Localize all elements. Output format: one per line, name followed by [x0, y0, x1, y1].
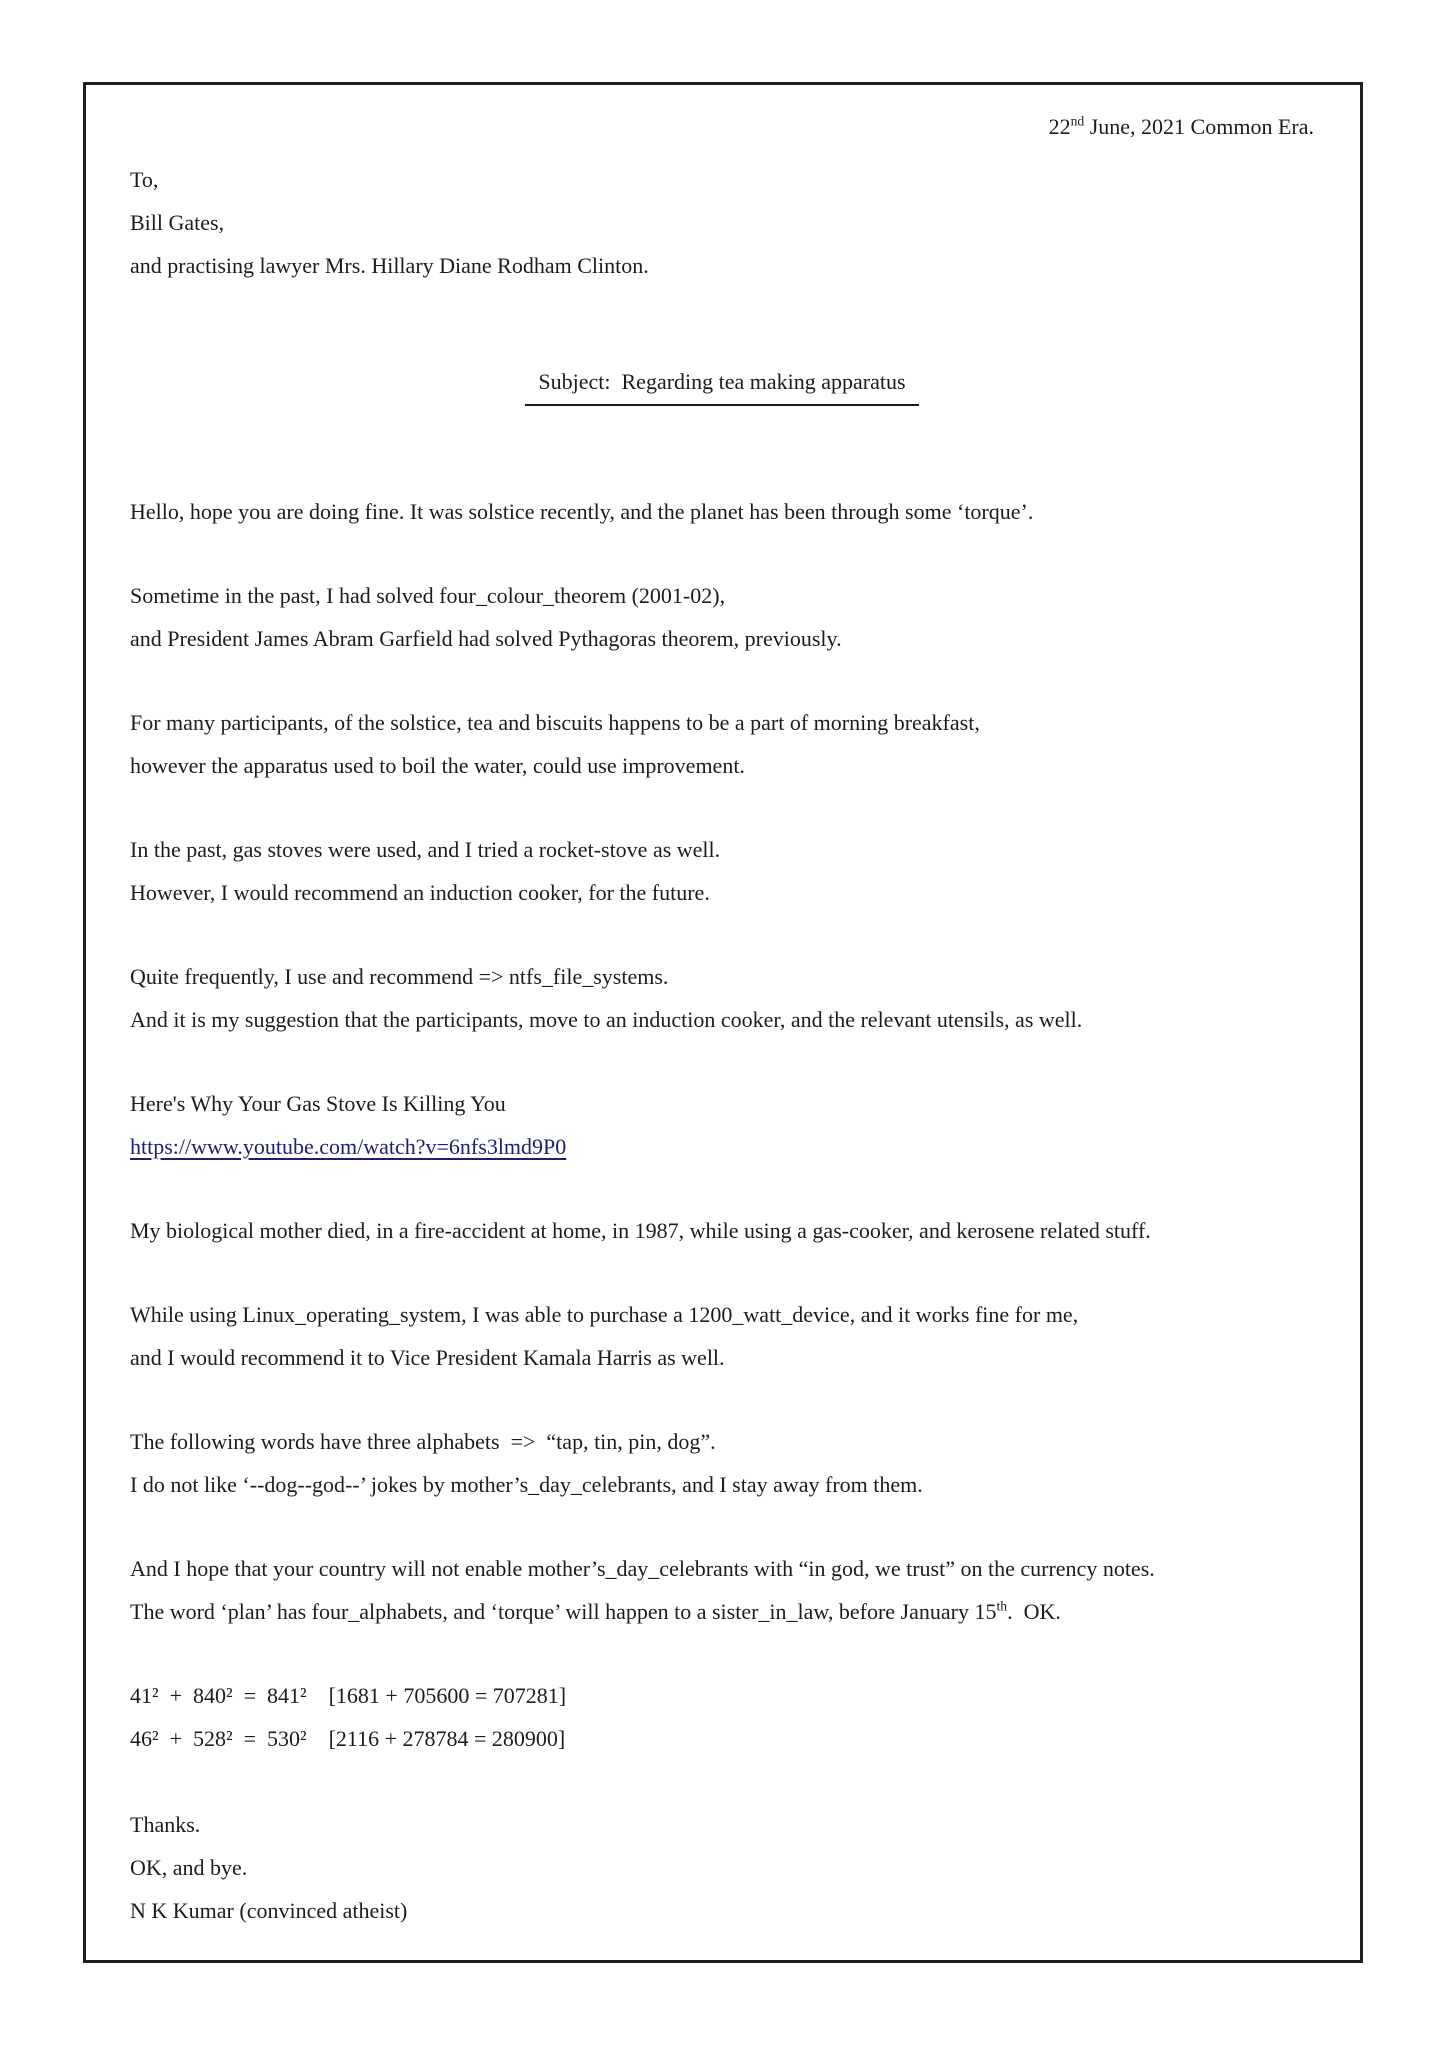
ordinal-suffix: th [996, 1598, 1008, 1614]
paragraph-currency [130, 1547, 1314, 1633]
body-line: Sometime in the past, I had solved four_colour_theorem (2001-02), [130, 583, 726, 608]
recipient-description: and practising lawyer Mrs. Hillary Diane Rodham Clinton. [130, 253, 649, 278]
line-suffix: . OK. [1007, 1599, 1061, 1624]
salutation-to: To, [130, 167, 159, 192]
body-line: My biological mother died, in a fire-accident at home, in 1987, while using a gas-cooker, and kerosene related stuff. [130, 1218, 1151, 1243]
subject-row [130, 360, 1314, 406]
closing-thanks: Thanks. [130, 1812, 201, 1837]
body-line-with-sup [130, 1590, 1314, 1633]
paragraph-breakfast [130, 701, 1314, 787]
recipient-block [130, 158, 1314, 287]
body-line: And I hope that your country will not enable mother’s_day_celebrants with “in god, we trust” on the currency notes. [130, 1556, 1155, 1581]
body-line: For many participants, of the solstice, tea and biscuits happens to be a part of morning breakfast, [130, 710, 980, 735]
paragraph-mother [130, 1209, 1314, 1252]
subject-line: Subject: Regarding tea making apparatus [525, 360, 919, 406]
paragraph-video [130, 1082, 1314, 1168]
recipient-name: Bill Gates, [130, 210, 225, 235]
body-line: I do not like ‘--dog--god--’ jokes by mother’s_day_celebrants, and I stay away from them. [130, 1472, 923, 1497]
letter-date [130, 105, 1314, 148]
body-line: The following words have three alphabets => “tap, tin, pin, dog”. [130, 1429, 716, 1454]
body-line: Hello, hope you are doing fine. It was solstice recently, and the planet has been through some ‘torque’. [130, 499, 1034, 524]
letter-border-frame [83, 82, 1363, 1963]
youtube-link[interactable]: https://www.youtube.com/watch?v=6nfs3lmd9P0 [130, 1134, 567, 1159]
closing-bye: OK, and bye. [130, 1855, 248, 1880]
paragraph-equations [130, 1674, 1314, 1760]
body-line: and I would recommend it to Vice President Kamala Harris as well. [130, 1345, 725, 1370]
body-line: however the apparatus used to boil the water, could use improvement. [130, 753, 745, 778]
paragraph-stoves [130, 828, 1314, 914]
body-line: And it is my suggestion that the participants, move to an induction cooker, and the relevant utensils, as well. [130, 1007, 1083, 1032]
equation-line: 41² + 840² = 841² [1681 + 705600 = 707281] [130, 1683, 567, 1708]
video-title: Here's Why Your Gas Stove Is Killing You [130, 1091, 506, 1116]
body-line: While using Linux_operating_system, I was able to purchase a 1200_watt_device, and it works fine for me, [130, 1302, 1079, 1327]
body-line: In the past, gas stoves were used, and I tried a rocket-stove as well. [130, 837, 721, 862]
paragraph-recommendation [130, 955, 1314, 1041]
date-ordinal-suffix: nd [1070, 113, 1085, 129]
paragraph-theorems [130, 574, 1314, 660]
paragraph-greeting [130, 490, 1314, 533]
paragraph-words [130, 1420, 1314, 1506]
signature: N K Kumar (convinced atheist) [130, 1898, 408, 1923]
body-line: and President James Abram Garfield had solved Pythagoras theorem, previously. [130, 626, 842, 651]
paragraph-linux [130, 1293, 1314, 1379]
body-line: Quite frequently, I use and recommend => ntfs_file_systems. [130, 964, 669, 989]
date-day: 22 [1048, 114, 1071, 139]
line-prefix: The word ‘plan’ has four_alphabets, and ‘torque’ will happen to a sister_in_law, before January 15 [130, 1599, 997, 1624]
equation-line: 46² + 528² = 530² [2116 + 278784 = 280900] [130, 1726, 566, 1751]
letter-content [86, 85, 1360, 1932]
closing-block [130, 1803, 1314, 1932]
body-line: However, I would recommend an induction cooker, for the future. [130, 880, 710, 905]
date-rest: June, 2021 Common Era. [1084, 114, 1314, 139]
